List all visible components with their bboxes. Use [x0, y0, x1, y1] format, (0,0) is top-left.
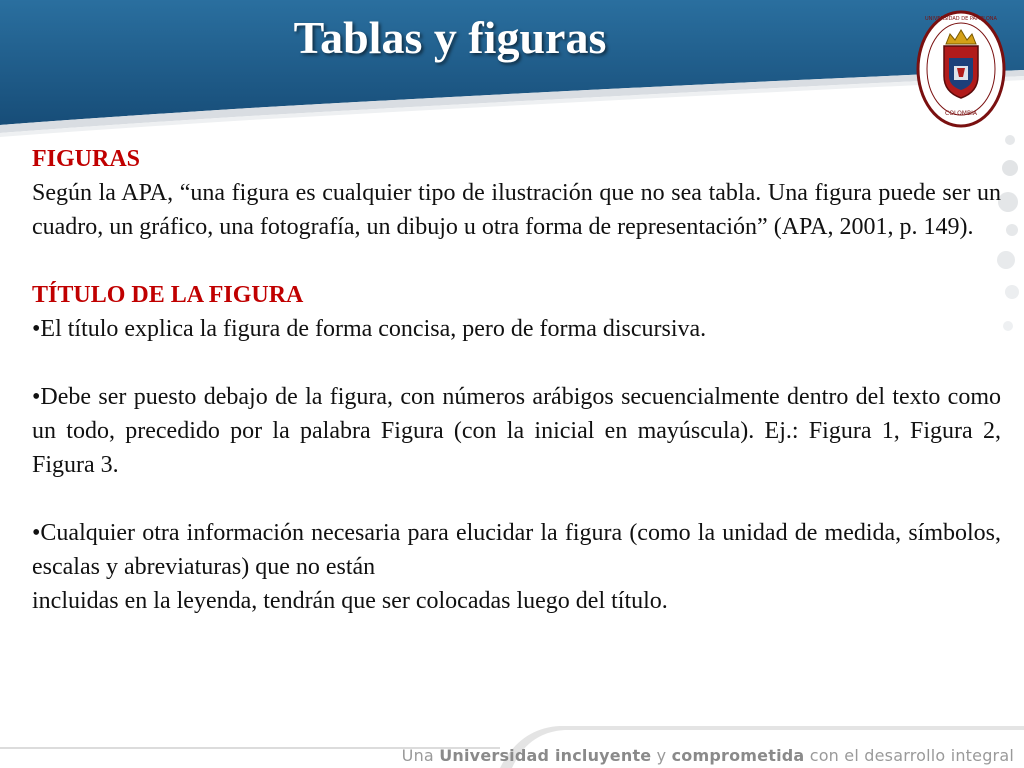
spacer — [32, 244, 1001, 278]
seal-bottom-text: COLOMBIA — [945, 110, 977, 117]
paragraph-definition: Según la APA, “una figura es cualquier tipo de ilustración que no sea tabla. Una figura puede ser un cuadro, un gráfico, una fotografía, un dibujo u otra forma de representación” (APA, 2001, p. 149). — [32, 180, 1001, 240]
footer — [0, 718, 1024, 768]
slogan-part-3: y — [651, 746, 672, 765]
bullet-1: •El título explica la figura de forma concisa, pero de forma discursiva. — [32, 316, 707, 342]
header-banner — [0, 0, 1024, 140]
spacer — [32, 482, 1001, 516]
slide-title: Tablas y figuras — [293, 12, 607, 63]
slogan-part-2: Universidad incluyente — [439, 746, 652, 765]
heading-titulo-figura: TÍTULO DE LA FIGURA — [32, 282, 304, 308]
slide-body — [32, 142, 1001, 618]
heading-figuras: FIGURAS — [32, 146, 141, 172]
slogan-part-1: Una — [401, 746, 440, 765]
bullet-3-line-2: incluidas en la leyenda, tendrán que ser colocadas luego del título. — [32, 588, 668, 614]
university-seal — [916, 10, 1006, 128]
spacer — [32, 346, 1001, 380]
slogan-part-5: con el desarrollo integral — [804, 746, 1014, 765]
seal-top-text: UNIVERSIDAD DE PAMPLONA — [925, 16, 997, 22]
seal-text — [916, 10, 1006, 128]
bullet-3-line-1: •Cualquier otra información necesaria para elucidar la figura (como la unidad de medida, símbolos, escalas y abreviaturas) que no están — [32, 520, 1001, 580]
slogan-part-4: comprometida — [671, 746, 805, 765]
bullet-2: •Debe ser puesto debajo de la figura, con números arábigos secuencialmente dentro del texto como un todo, precedido por la palabra Figura (con la inicial en mayúscula). Ej.: Figura 1, Figura 2, Figura 3. — [32, 384, 1001, 478]
footer-slogan — [402, 746, 1014, 765]
